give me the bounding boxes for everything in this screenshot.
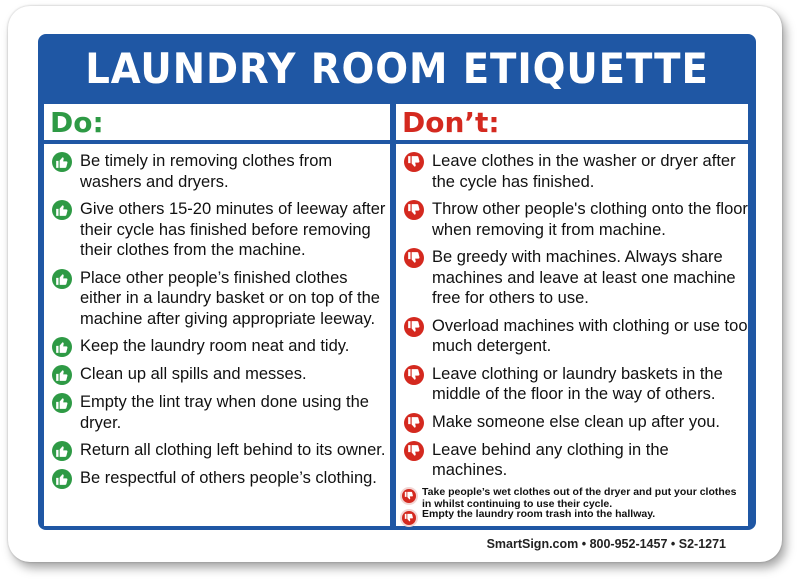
thumbs-down-icon [402,489,416,503]
list-item-text: Clean up all spills and messes. [80,365,307,383]
do-list [44,144,390,489]
list-item-text: Throw other people's clothing onto the floor when removing it from machine. [432,200,748,239]
thumbs-down-icon [404,200,424,220]
do-heading: Do: [50,106,104,139]
thumbs-down-icon [404,365,424,385]
sign-panel [38,34,756,530]
thumbs-up-icon [52,269,72,289]
list-item [402,364,748,405]
small-list-item [396,508,748,525]
list-item [50,199,390,261]
do-column [44,104,390,526]
thumbs-down-icon [404,152,424,172]
list-item-text: Make someone else clean up after you. [432,412,721,431]
thumbs-down-icon [402,511,416,525]
list-item [50,151,390,192]
list-item-text: Keep the laundry room neat and tidy. [80,337,350,355]
thumbs-down-icon [404,317,424,337]
list-item [402,151,748,192]
list-item-text: Overload machines with clothing or use too much detergent. [432,316,748,355]
list-item [402,247,748,309]
list-item [402,412,748,433]
list-item [50,364,390,385]
list-item [50,392,390,433]
thumbs-up-icon [52,337,72,357]
list-item-text: Give others 15-20 minutes of leeway after their cycle has finished before removing their clothes from the machine. [80,200,386,259]
list-item-text: Empty the lint tray when done using the dryer. [80,393,369,432]
thumbs-down-icon [404,248,424,268]
dont-small-list [396,486,748,525]
list-item-text: Be timely in removing clothes from washers and dryers. [80,152,333,191]
thumbs-up-icon [52,152,72,172]
list-item [402,199,748,240]
list-item-text: Leave clothes in the washer or dryer after the cycle has finished. [432,152,736,191]
list-item [50,268,390,330]
footer-contact: SmartSign.com • 800-952-1457 • S2-1271 [486,537,726,551]
list-item [50,336,390,357]
dont-heading: Don’t: [402,106,500,139]
thumbs-up-icon [52,200,72,220]
thumbs-down-icon [404,413,424,433]
small-list-item-text: Take people’s wet clothes out of the dryer and put your clothes in whilst continuing to use their cycle. [422,485,737,510]
list-item [402,316,748,357]
list-item-text: Be greedy with machines. Always share machines and leave at least one machine free for others to use. [432,248,736,307]
list-item [402,440,748,481]
thumbs-down-icon [404,441,424,461]
small-list-item-text: Empty the laundry room trash into the hallway. [422,507,656,520]
thumbs-up-icon [52,469,72,489]
list-item-text: Return all clothing left behind to its owner. [80,441,386,459]
list-item [50,440,390,461]
dont-column [396,104,748,526]
thumbs-up-icon [52,365,72,385]
list-item [50,468,390,489]
list-item-text: Leave behind any clothing in the machines. [432,440,669,479]
list-item-text: Place other people’s finished clothes either in a laundry basket or on top of the machine after giving appropriate leeway. [80,268,380,328]
list-item-text: Be respectful of others people’s clothing. [80,469,377,487]
small-list-item [396,486,748,510]
dont-list [396,144,748,481]
sign [8,6,782,562]
sign-title: LAUNDRY ROOM ETIQUETTE [85,44,709,93]
thumbs-up-icon [52,441,72,461]
list-item-text: Leave clothing or laundry baskets in the middle of the floor in the way of others. [432,364,723,403]
thumbs-up-icon [52,393,72,413]
